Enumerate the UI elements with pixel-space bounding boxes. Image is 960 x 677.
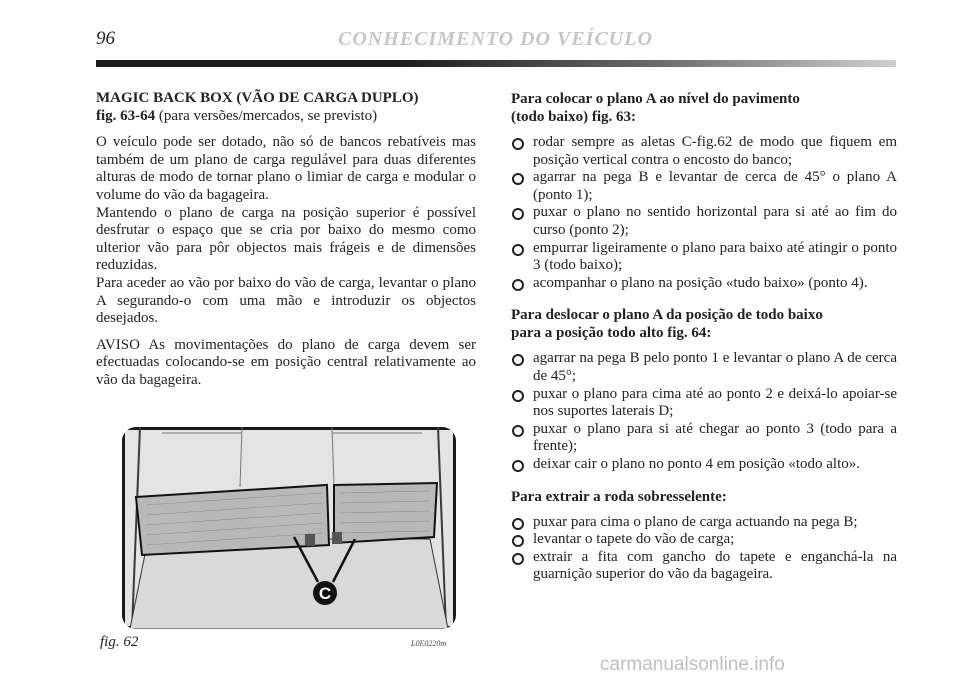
section-heading-raise-floor: Para deslocar o plano A da posição de todo baixo para a posição todo alto fig. 64:	[511, 307, 823, 342]
heading-fig-ref: fig. 63-64	[96, 107, 156, 124]
left-column	[96, 90, 476, 399]
list-item: levantar o tapete do vão de carga;	[511, 531, 897, 549]
list-item: puxar o plano para si até chegar ao ponto 3 (todo para a frente);	[511, 421, 897, 456]
cargo-area-illustration	[122, 427, 456, 629]
list-item: agarrar na pega B pelo ponto 1 e levantar o plano A de cerca de 45°;	[511, 350, 897, 385]
paragraph: O veículo pode ser dotado, não só de bancos rebatíveis mas também de um plano de carga regulável para duas diferentes alturas de modo de tornar plano o limiar de carga e modular o volume do vão da bagageira.	[96, 134, 476, 203]
list-item: rodar sempre as aletas C-fig.62 de modo que fiquem em posição vertical contra o encosto do banco;	[511, 134, 897, 169]
watermark: carmanualsonline.info	[600, 654, 785, 675]
steps-list-lower	[511, 134, 897, 292]
callout-label-c: C	[318, 584, 332, 603]
list-item: empurrar ligeiramente o plano para baixo até atingir o ponto 3 (todo baixo);	[511, 240, 897, 275]
section-heading-lower-floor: Para colocar o plano A ao nível do pavimento (todo baixo) fig. 63:	[511, 91, 800, 125]
list-item: deixar cair o plano no ponto 4 em posição «todo alto».	[511, 456, 897, 474]
section-title: CONHECIMENTO DO VEÍCULO	[338, 28, 653, 50]
list-item: puxar o plano no sentido horizontal para si até ao fim do curso (ponto 2);	[511, 204, 897, 239]
header-rule	[96, 60, 896, 67]
heading-title: MAGIC BACK BOX (VÃO DE CARGA DUPLO)	[96, 90, 419, 106]
right-column	[511, 90, 897, 598]
page-number: 96	[96, 28, 115, 49]
list-item: puxar o plano para cima até ao ponto 2 e deixá-lo apoiar-se nos suportes laterais D;	[511, 386, 897, 421]
section-heading-spare-wheel: Para extrair a roda sobresselente:	[511, 488, 727, 505]
paragraph: Para aceder ao vão por baixo do vão de carga, levantar o plano A segurando-o com uma mão e introduzir os objectos desejados.	[96, 274, 476, 327]
list-item: extrair a fita com gancho do tapete e enganchá-la na guarnição superior do vão da bagageira.	[511, 549, 897, 584]
list-item: agarrar na pega B e levantar de cerca de 45° o plano A (ponto 1);	[511, 169, 897, 204]
list-item: acompanhar o plano na posição «tudo baixo» (ponto 4).	[511, 275, 897, 293]
figure-code: L0E0220m	[411, 639, 447, 648]
warning-paragraph: AVISO As movimentações do plano de carga devem ser efectuadas colocando-se em posição central relativamente ao vão da bagageira.	[96, 336, 476, 388]
heading-note: (para versões/mercados, se previsto)	[155, 107, 378, 124]
list-item: puxar para cima o plano de carga actuando na pega B;	[511, 514, 897, 532]
figure-caption: fig. 62	[100, 634, 139, 650]
figure-illustration	[122, 427, 456, 629]
paragraph: Mantendo o plano de carga na posição superior é possível desfrutar o espaço que se cria por baixo do mesmo como ulterior vão para pôr objectos mais frágeis e de dimensões reduzidas.	[96, 204, 476, 274]
steps-list-raise	[511, 350, 897, 473]
section-heading-magic-back-box	[96, 90, 476, 125]
steps-list-spare-wheel	[511, 514, 897, 584]
